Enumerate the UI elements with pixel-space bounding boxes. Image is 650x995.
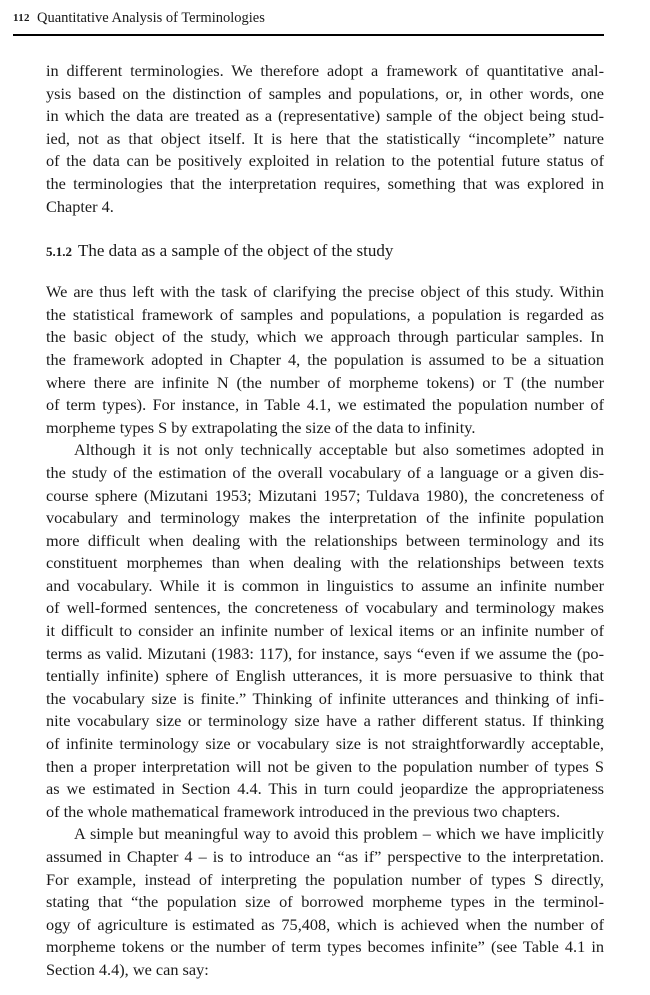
text-line: then a proper interpretation will not be given to the population number of types S — [46, 756, 604, 776]
text-line: Section 4.4), we can say: — [46, 959, 209, 979]
text-line: Although it is not only technically acceptable but also sometimes adopted in — [74, 440, 604, 460]
text-line: We are thus left with the task of clarifying the precise object of this study. Within — [46, 282, 604, 302]
text-line: of the data can be positively exploited in relation to the potential future status of — [46, 151, 604, 171]
text-line: terms as valid. Mizutani (1983: 117), for instance, says “even if we assume the (po- — [46, 643, 604, 663]
paragraph-4 — [46, 823, 604, 981]
section-title: The data as a sample of the object of the study — [78, 241, 394, 261]
text-line: in different terminologies. We therefore adopt a framework of quantitative anal- — [46, 61, 604, 80]
paragraph-2 — [46, 281, 604, 439]
text-line: nite vocabulary size or terminology size have a rather different status. If thinking — [46, 711, 604, 731]
text-line: assumed in Chapter 4 – is to introduce an “as if” perspective to the interpretation. — [46, 847, 604, 866]
text-line: morpheme tokens or the number of term types becomes infinite” (see Table 4.1 in — [46, 937, 604, 957]
text-line: course sphere (Mizutani 1953; Mizutani 1957; Tuldava 1980), the concreteness of — [46, 485, 604, 505]
text-line: as we estimated in Section 4.4. This in turn could jeopardize the appropriateness — [46, 779, 604, 799]
text-line: the statistical framework of samples and populations, a population is regarded as — [46, 304, 604, 324]
page-body — [46, 60, 604, 982]
page-number: 112 — [13, 12, 30, 24]
running-title: Quantitative Analysis of Terminologies — [37, 10, 265, 26]
text-line: ogy of agriculture is estimated as 75,408, which is achieved when the number of — [46, 914, 604, 934]
text-line: more difficult when dealing with the relationships between terminology and its — [46, 530, 604, 550]
text-line: of term types). For instance, in Table 4.1, we estimated the population number of — [46, 395, 604, 415]
section-heading — [46, 240, 604, 263]
text-line: constituent morphemes than when dealing with the relationships between texts — [46, 553, 604, 573]
text-line: the study of the estimation of the overall vocabulary of a language or a given dis- — [46, 462, 604, 482]
text-line: the terminologies that the interpretation requires, something that was explored in — [46, 173, 604, 193]
running-head — [13, 9, 604, 36]
paragraph-3 — [46, 439, 604, 823]
text-line: morpheme types S by extrapolating the size of the data to infinity. — [46, 417, 476, 437]
text-line: Chapter 4. — [46, 196, 114, 216]
text-line: the basic object of the study, which we approach through particular samples. In — [46, 327, 604, 347]
text-line: and vocabulary. While it is common in linguistics to assume an infinite number — [46, 575, 604, 595]
text-line: ied, not as that object itself. It is here that the statistically “incomplete” nature — [46, 128, 604, 148]
paragraph-1 — [46, 60, 604, 218]
text-line: the vocabulary size is finite.” Thinking of infinite utterances and thinking of infi- — [46, 688, 604, 708]
text-line: the framework adopted in Chapter 4, the population is assumed to be a situation — [46, 349, 604, 369]
text-line: ysis based on the distinction of samples and populations, or, in other words, one — [46, 83, 604, 103]
section-number: 5.1.2 — [46, 244, 72, 260]
text-line: A simple but meaningful way to avoid this problem – which we have implicitly — [74, 824, 604, 844]
text-line: vocabulary and terminology makes the interpretation of the infinite population — [46, 508, 604, 528]
text-line: of the whole mathematical framework introduced in the previous two chapters. — [46, 801, 561, 821]
text-line: For example, instead of interpreting the population number of types S directly, — [46, 869, 604, 889]
text-line: of well-formed sentences, the concreteness of vocabulary and terminology makes — [46, 598, 604, 618]
text-line: where there are infinite N (the number of morpheme tokens) or T (the number — [46, 372, 604, 392]
text-line: it difficult to consider an infinite number of lexical items or an infinite number of — [46, 621, 604, 641]
text-line: stating that “the population size of borrowed morpheme types in the terminol- — [46, 892, 604, 912]
text-line: tentially infinite) sphere of English utterances, it is more persuasive to think that — [46, 666, 604, 686]
text-line: of infinite terminology size or vocabulary size is not straightforwardly acceptable, — [46, 734, 604, 754]
text-line: in which the data are treated as a (representative) sample of the object being stud- — [46, 106, 604, 126]
